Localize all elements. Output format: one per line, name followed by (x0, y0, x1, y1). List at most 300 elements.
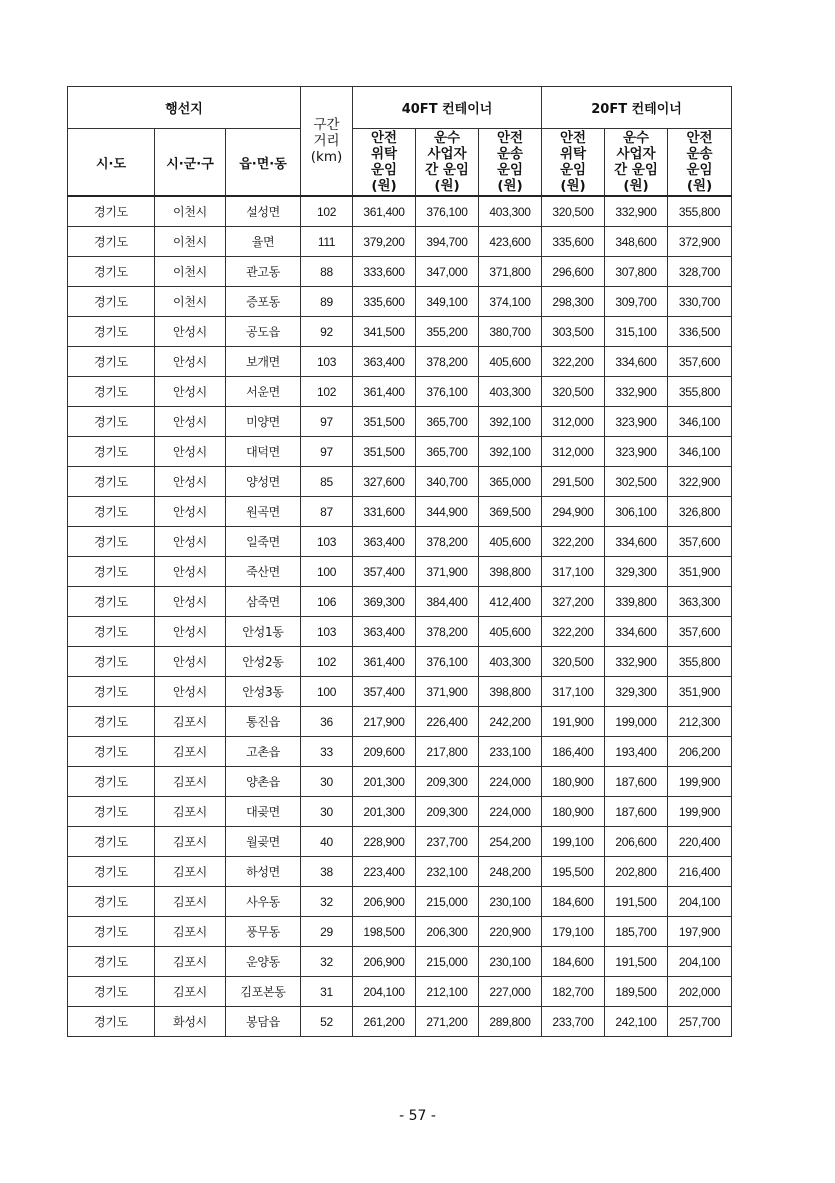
ft20-between-carriers-cell: 187,600 (605, 767, 668, 797)
eupmyeondong-cell: 운양동 (226, 947, 301, 977)
ft40-between-carriers-cell: 371,900 (416, 557, 479, 587)
ft40-safe-transport-cell: 398,800 (479, 677, 542, 707)
ft20-between-carriers-cell: 206,600 (605, 827, 668, 857)
destination-header: 행선지 (68, 87, 301, 129)
ft20-between-carriers-cell: 323,900 (605, 437, 668, 467)
ft40-between-carriers-cell: 209,300 (416, 797, 479, 827)
sigungu-cell: 안성시 (155, 617, 226, 647)
sigungu-cell: 안성시 (155, 647, 226, 677)
sido-cell: 경기도 (68, 767, 155, 797)
ft20-safe-consign-cell: 291,500 (542, 467, 605, 497)
ft40-between-carriers-cell: 209,300 (416, 767, 479, 797)
ft20-safe-transport-cell: 346,100 (668, 437, 732, 467)
table-row (68, 887, 732, 917)
sido-cell: 경기도 (68, 227, 155, 257)
table-row (68, 527, 732, 557)
ft40-safe-consign-cell: 206,900 (353, 887, 416, 917)
ft40-safe-transport-cell: 412,400 (479, 587, 542, 617)
ft20-between-carriers-cell: 187,600 (605, 797, 668, 827)
ft40-safe-consign-cell: 201,300 (353, 767, 416, 797)
ft40-safe-transport-cell: 403,300 (479, 647, 542, 677)
sido-cell: 경기도 (68, 977, 155, 1007)
sigungu-cell: 김포시 (155, 977, 226, 1007)
ft40-safe-transport-cell: 371,800 (479, 257, 542, 287)
ft20-safe-transport-cell: 363,300 (668, 587, 732, 617)
ft40-between-carriers-cell: 215,000 (416, 947, 479, 977)
sigungu-cell: 김포시 (155, 737, 226, 767)
distance-cell: 87 (301, 497, 353, 527)
ft20-safe-consign-cell: 327,200 (542, 587, 605, 617)
sigungu-cell: 김포시 (155, 767, 226, 797)
sido-cell: 경기도 (68, 617, 155, 647)
sido-header: 시·도 (68, 129, 155, 197)
eupmyeondong-cell: 안성1동 (226, 617, 301, 647)
eupmyeondong-cell: 죽산면 (226, 557, 301, 587)
sido-cell: 경기도 (68, 707, 155, 737)
sigungu-cell: 김포시 (155, 857, 226, 887)
distance-cell: 100 (301, 677, 353, 707)
table-row (68, 557, 732, 587)
ft20-safe-transport-cell: 326,800 (668, 497, 732, 527)
ft40-safe-transport-cell: 392,100 (479, 437, 542, 467)
ft40-safe-transport-cell: 403,300 (479, 377, 542, 407)
sido-cell: 경기도 (68, 407, 155, 437)
ft40-between-carriers-cell: 378,200 (416, 347, 479, 377)
ft40-between-carriers-cell: 394,700 (416, 227, 479, 257)
table-row (68, 377, 732, 407)
eupmyeondong-cell: 원곡면 (226, 497, 301, 527)
distance-cell: 100 (301, 557, 353, 587)
ft20-safe-consign-header: 안전 위탁 운임 (원) (542, 129, 605, 197)
table-row (68, 857, 732, 887)
ft20-between-carriers-cell: 315,100 (605, 317, 668, 347)
eupmyeondong-cell: 미양면 (226, 407, 301, 437)
ft40-between-carriers-cell: 349,100 (416, 287, 479, 317)
sido-cell: 경기도 (68, 677, 155, 707)
ft40-between-carriers-cell: 215,000 (416, 887, 479, 917)
eupmyeondong-cell: 서운면 (226, 377, 301, 407)
table-row (68, 707, 732, 737)
sigungu-cell: 김포시 (155, 917, 226, 947)
ft40-safe-transport-cell: 248,200 (479, 857, 542, 887)
ft40-between-carriers-cell: 232,100 (416, 857, 479, 887)
ft40-between-carriers-cell: 376,100 (416, 377, 479, 407)
ft20-safe-consign-cell: 180,900 (542, 797, 605, 827)
ft20-between-carriers-cell: 307,800 (605, 257, 668, 287)
sigungu-cell: 김포시 (155, 827, 226, 857)
ft20-safe-consign-cell: 303,500 (542, 317, 605, 347)
ft20-safe-transport-cell: 351,900 (668, 557, 732, 587)
table-row (68, 227, 732, 257)
ft40-safe-consign-cell: 206,900 (353, 947, 416, 977)
table-row (68, 737, 732, 767)
sido-cell: 경기도 (68, 347, 155, 377)
eupmyeondong-cell: 대곶면 (226, 797, 301, 827)
distance-cell: 29 (301, 917, 353, 947)
ft40-safe-transport-cell: 405,600 (479, 347, 542, 377)
ft20-safe-consign-cell: 180,900 (542, 767, 605, 797)
table-row (68, 1007, 732, 1037)
ft20-safe-transport-cell: 357,600 (668, 527, 732, 557)
ft20-safe-consign-cell: 312,000 (542, 437, 605, 467)
ft40-safe-transport-header: 안전 운송 운임 (원) (479, 129, 542, 197)
sido-cell: 경기도 (68, 257, 155, 287)
ft20-safe-consign-cell: 184,600 (542, 947, 605, 977)
eupmyeondong-cell: 공도읍 (226, 317, 301, 347)
table-row (68, 827, 732, 857)
ft20-safe-transport-cell: 220,400 (668, 827, 732, 857)
ft40-safe-transport-cell: 405,600 (479, 617, 542, 647)
ft40-safe-consign-cell: 379,200 (353, 227, 416, 257)
freight-rate-table (67, 86, 732, 1037)
distance-cell: 92 (301, 317, 353, 347)
ft40-between-carriers-cell: 365,700 (416, 407, 479, 437)
table-row (68, 947, 732, 977)
distance-cell: 30 (301, 797, 353, 827)
table-row (68, 977, 732, 1007)
ft40-safe-consign-cell: 363,400 (353, 617, 416, 647)
sigungu-cell: 안성시 (155, 527, 226, 557)
eupmyeondong-cell: 일죽면 (226, 527, 301, 557)
ft40-safe-transport-cell: 289,800 (479, 1007, 542, 1037)
sido-cell: 경기도 (68, 497, 155, 527)
eupmyeondong-cell: 통진읍 (226, 707, 301, 737)
ft20-safe-transport-cell: 351,900 (668, 677, 732, 707)
sigungu-cell: 김포시 (155, 887, 226, 917)
ft20-between-carriers-cell: 348,600 (605, 227, 668, 257)
ft40-safe-consign-cell: 363,400 (353, 347, 416, 377)
ft20-safe-consign-cell: 335,600 (542, 227, 605, 257)
ft40-safe-consign-cell: 223,400 (353, 857, 416, 887)
ft40-safe-transport-cell: 403,300 (479, 196, 542, 227)
ft20-safe-consign-cell: 184,600 (542, 887, 605, 917)
ft40-safe-consign-cell: 357,400 (353, 557, 416, 587)
ft40-between-carriers-cell: 212,100 (416, 977, 479, 1007)
ft20-safe-consign-cell: 322,200 (542, 617, 605, 647)
table-row (68, 617, 732, 647)
ft40-safe-consign-header: 안전 위탁 운임 (원) (353, 129, 416, 197)
ft20-between-carriers-cell: 306,100 (605, 497, 668, 527)
ft20-container-header: 20FT 컨테이너 (542, 87, 732, 129)
table-row (68, 497, 732, 527)
ft20-safe-consign-cell: 320,500 (542, 647, 605, 677)
sido-cell: 경기도 (68, 647, 155, 677)
table-row (68, 437, 732, 467)
ft20-safe-consign-cell: 296,600 (542, 257, 605, 287)
distance-cell: 103 (301, 527, 353, 557)
distance-cell: 33 (301, 737, 353, 767)
ft20-safe-consign-cell: 320,500 (542, 196, 605, 227)
ft40-safe-consign-cell: 217,900 (353, 707, 416, 737)
ft40-between-carriers-cell: 371,900 (416, 677, 479, 707)
ft20-safe-transport-cell: 257,700 (668, 1007, 732, 1037)
ft40-safe-consign-cell: 361,400 (353, 196, 416, 227)
ft40-between-carriers-cell: 340,700 (416, 467, 479, 497)
ft20-safe-transport-cell: 212,300 (668, 707, 732, 737)
ft40-between-carriers-cell: 355,200 (416, 317, 479, 347)
sigungu-cell: 김포시 (155, 707, 226, 737)
ft40-between-carriers-cell: 378,200 (416, 617, 479, 647)
ft20-between-carriers-cell: 332,900 (605, 196, 668, 227)
ft20-between-carriers-cell: 185,700 (605, 917, 668, 947)
table-row (68, 196, 732, 227)
eupmyeondong-cell: 안성2동 (226, 647, 301, 677)
table-row (68, 467, 732, 497)
distance-header: 구간 거리 (km) (301, 87, 353, 197)
eupmyeondong-cell: 안성3동 (226, 677, 301, 707)
ft40-safe-consign-cell: 327,600 (353, 467, 416, 497)
sido-cell: 경기도 (68, 317, 155, 347)
ft40-safe-transport-cell: 233,100 (479, 737, 542, 767)
ft40-safe-consign-cell: 335,600 (353, 287, 416, 317)
ft40-between-carriers-cell: 376,100 (416, 647, 479, 677)
ft20-safe-consign-cell: 191,900 (542, 707, 605, 737)
sido-cell: 경기도 (68, 1007, 155, 1037)
distance-cell: 88 (301, 257, 353, 287)
distance-cell: 89 (301, 287, 353, 317)
ft20-safe-consign-cell: 322,200 (542, 527, 605, 557)
table-row (68, 347, 732, 377)
ft20-safe-consign-cell: 294,900 (542, 497, 605, 527)
ft40-safe-transport-cell: 230,100 (479, 947, 542, 977)
sido-cell: 경기도 (68, 797, 155, 827)
sigungu-cell: 안성시 (155, 497, 226, 527)
ft20-between-carriers-cell: 332,900 (605, 377, 668, 407)
ft20-safe-consign-cell: 179,100 (542, 917, 605, 947)
sigungu-cell: 이천시 (155, 287, 226, 317)
distance-cell: 32 (301, 887, 353, 917)
ft20-between-carriers-cell: 339,800 (605, 587, 668, 617)
sigungu-cell: 이천시 (155, 257, 226, 287)
ft20-safe-consign-cell: 182,700 (542, 977, 605, 1007)
sido-cell: 경기도 (68, 587, 155, 617)
table-header (68, 87, 732, 197)
table-row (68, 647, 732, 677)
distance-cell: 103 (301, 347, 353, 377)
sigungu-cell: 안성시 (155, 587, 226, 617)
ft40-safe-consign-cell: 341,500 (353, 317, 416, 347)
distance-cell: 102 (301, 377, 353, 407)
ft20-safe-transport-cell: 336,500 (668, 317, 732, 347)
ft20-safe-consign-cell: 233,700 (542, 1007, 605, 1037)
ft40-safe-transport-cell: 224,000 (479, 797, 542, 827)
ft40-safe-transport-cell: 227,000 (479, 977, 542, 1007)
ft20-safe-transport-cell: 372,900 (668, 227, 732, 257)
ft40-safe-transport-cell: 398,800 (479, 557, 542, 587)
sigungu-header: 시·군·구 (155, 129, 226, 197)
sido-cell: 경기도 (68, 827, 155, 857)
sigungu-cell: 안성시 (155, 317, 226, 347)
ft40-safe-consign-cell: 363,400 (353, 527, 416, 557)
ft40-safe-consign-cell: 361,400 (353, 377, 416, 407)
ft20-safe-transport-cell: 330,700 (668, 287, 732, 317)
eupmyeondong-cell: 대덕면 (226, 437, 301, 467)
sido-cell: 경기도 (68, 287, 155, 317)
ft20-safe-transport-cell: 216,400 (668, 857, 732, 887)
distance-cell: 30 (301, 767, 353, 797)
ft40-safe-transport-cell: 242,200 (479, 707, 542, 737)
ft40-safe-consign-cell: 351,500 (353, 407, 416, 437)
sigungu-cell: 이천시 (155, 196, 226, 227)
distance-cell: 31 (301, 977, 353, 1007)
ft40-between-carriers-header: 운수 사업자 간 운임 (원) (416, 129, 479, 197)
sido-cell: 경기도 (68, 467, 155, 497)
distance-cell: 38 (301, 857, 353, 887)
ft40-safe-transport-cell: 405,600 (479, 527, 542, 557)
distance-cell: 106 (301, 587, 353, 617)
ft40-safe-consign-cell: 209,600 (353, 737, 416, 767)
ft20-safe-transport-cell: 206,200 (668, 737, 732, 767)
ft40-between-carriers-cell: 206,300 (416, 917, 479, 947)
ft40-safe-consign-cell: 361,400 (353, 647, 416, 677)
sido-cell: 경기도 (68, 557, 155, 587)
eupmyeondong-cell: 김포본동 (226, 977, 301, 1007)
sigungu-cell: 김포시 (155, 947, 226, 977)
ft40-safe-consign-cell: 261,200 (353, 1007, 416, 1037)
ft20-between-carriers-cell: 332,900 (605, 647, 668, 677)
eupmyeondong-cell: 봉담읍 (226, 1007, 301, 1037)
ft40-safe-transport-cell: 220,900 (479, 917, 542, 947)
ft40-safe-consign-cell: 357,400 (353, 677, 416, 707)
sigungu-cell: 화성시 (155, 1007, 226, 1037)
table-body (68, 196, 732, 1037)
ft40-safe-transport-cell: 423,600 (479, 227, 542, 257)
eupmyeondong-cell: 양촌읍 (226, 767, 301, 797)
eupmyeondong-cell: 월곶면 (226, 827, 301, 857)
ft40-container-header: 40FT 컨테이너 (353, 87, 542, 129)
ft20-safe-transport-cell: 322,900 (668, 467, 732, 497)
ft20-safe-transport-cell: 197,900 (668, 917, 732, 947)
ft40-between-carriers-cell: 344,900 (416, 497, 479, 527)
sigungu-cell: 안성시 (155, 377, 226, 407)
sigungu-cell: 안성시 (155, 467, 226, 497)
sigungu-cell: 안성시 (155, 407, 226, 437)
ft20-safe-consign-cell: 199,100 (542, 827, 605, 857)
ft40-safe-consign-cell: 333,600 (353, 257, 416, 287)
ft40-between-carriers-cell: 271,200 (416, 1007, 479, 1037)
ft40-safe-transport-cell: 224,000 (479, 767, 542, 797)
ft20-safe-transport-cell: 355,800 (668, 647, 732, 677)
distance-cell: 111 (301, 227, 353, 257)
ft20-between-carriers-cell: 323,900 (605, 407, 668, 437)
sido-cell: 경기도 (68, 737, 155, 767)
ft20-between-carriers-cell: 334,600 (605, 347, 668, 377)
ft20-safe-consign-cell: 317,100 (542, 677, 605, 707)
ft20-safe-consign-cell: 298,300 (542, 287, 605, 317)
ft20-safe-transport-cell: 199,900 (668, 797, 732, 827)
ft40-between-carriers-cell: 384,400 (416, 587, 479, 617)
ft20-safe-consign-cell: 312,000 (542, 407, 605, 437)
ft20-safe-transport-cell: 199,900 (668, 767, 732, 797)
ft40-between-carriers-cell: 378,200 (416, 527, 479, 557)
ft20-between-carriers-cell: 191,500 (605, 887, 668, 917)
sigungu-cell: 안성시 (155, 677, 226, 707)
ft40-safe-consign-cell: 331,600 (353, 497, 416, 527)
sido-cell: 경기도 (68, 196, 155, 227)
eupmyeondong-cell: 설성면 (226, 196, 301, 227)
ft40-safe-consign-cell: 198,500 (353, 917, 416, 947)
ft20-between-carriers-cell: 334,600 (605, 527, 668, 557)
ft40-safe-transport-cell: 230,100 (479, 887, 542, 917)
table-row (68, 257, 732, 287)
sido-cell: 경기도 (68, 887, 155, 917)
ft20-safe-consign-cell: 320,500 (542, 377, 605, 407)
ft20-between-carriers-cell: 329,300 (605, 677, 668, 707)
ft20-between-carriers-cell: 334,600 (605, 617, 668, 647)
sido-cell: 경기도 (68, 437, 155, 467)
ft20-safe-consign-cell: 317,100 (542, 557, 605, 587)
eupmyeondong-cell: 보개면 (226, 347, 301, 377)
ft20-safe-transport-cell: 204,100 (668, 887, 732, 917)
table-row (68, 407, 732, 437)
table-row (68, 317, 732, 347)
ft20-safe-transport-cell: 202,000 (668, 977, 732, 1007)
ft20-safe-transport-header: 안전 운송 운임 (원) (668, 129, 732, 197)
ft20-safe-consign-cell: 186,400 (542, 737, 605, 767)
ft20-between-carriers-cell: 242,100 (605, 1007, 668, 1037)
distance-cell: 102 (301, 196, 353, 227)
ft20-between-carriers-cell: 191,500 (605, 947, 668, 977)
ft20-safe-consign-cell: 322,200 (542, 347, 605, 377)
table-row (68, 677, 732, 707)
sigungu-cell: 김포시 (155, 797, 226, 827)
eupmyeondong-cell: 사우동 (226, 887, 301, 917)
sido-cell: 경기도 (68, 527, 155, 557)
eupmyeondong-cell: 양성면 (226, 467, 301, 497)
ft40-safe-consign-cell: 351,500 (353, 437, 416, 467)
distance-cell: 103 (301, 617, 353, 647)
sido-cell: 경기도 (68, 917, 155, 947)
eupmyeondong-cell: 풍무동 (226, 917, 301, 947)
ft20-safe-transport-cell: 355,800 (668, 377, 732, 407)
ft20-between-carriers-cell: 189,500 (605, 977, 668, 1007)
eupmyeondong-cell: 관고동 (226, 257, 301, 287)
distance-cell: 97 (301, 407, 353, 437)
eupmyeondong-cell: 고촌읍 (226, 737, 301, 767)
ft20-safe-transport-cell: 357,600 (668, 347, 732, 377)
ft40-safe-consign-cell: 369,300 (353, 587, 416, 617)
ft40-safe-transport-cell: 254,200 (479, 827, 542, 857)
table-row (68, 767, 732, 797)
ft20-safe-transport-cell: 357,600 (668, 617, 732, 647)
ft20-safe-transport-cell: 204,100 (668, 947, 732, 977)
distance-cell: 32 (301, 947, 353, 977)
ft40-safe-consign-cell: 228,900 (353, 827, 416, 857)
sido-cell: 경기도 (68, 857, 155, 887)
ft20-between-carriers-cell: 199,000 (605, 707, 668, 737)
ft40-safe-transport-cell: 365,000 (479, 467, 542, 497)
sigungu-cell: 이천시 (155, 227, 226, 257)
ft20-safe-consign-cell: 195,500 (542, 857, 605, 887)
page-number: - 57 - (399, 1108, 436, 1124)
eupmyeondong-cell: 율면 (226, 227, 301, 257)
distance-cell: 85 (301, 467, 353, 497)
ft40-safe-transport-cell: 380,700 (479, 317, 542, 347)
ft20-between-carriers-cell: 329,300 (605, 557, 668, 587)
distance-cell: 97 (301, 437, 353, 467)
ft40-safe-consign-cell: 204,100 (353, 977, 416, 1007)
table-row (68, 917, 732, 947)
table-row (68, 587, 732, 617)
ft20-safe-transport-cell: 346,100 (668, 407, 732, 437)
ft40-between-carriers-cell: 376,100 (416, 196, 479, 227)
ft40-safe-consign-cell: 201,300 (353, 797, 416, 827)
ft20-between-carriers-cell: 309,700 (605, 287, 668, 317)
ft40-between-carriers-cell: 347,000 (416, 257, 479, 287)
sigungu-cell: 안성시 (155, 557, 226, 587)
ft40-safe-transport-cell: 392,100 (479, 407, 542, 437)
eupmyeondong-cell: 삼죽면 (226, 587, 301, 617)
